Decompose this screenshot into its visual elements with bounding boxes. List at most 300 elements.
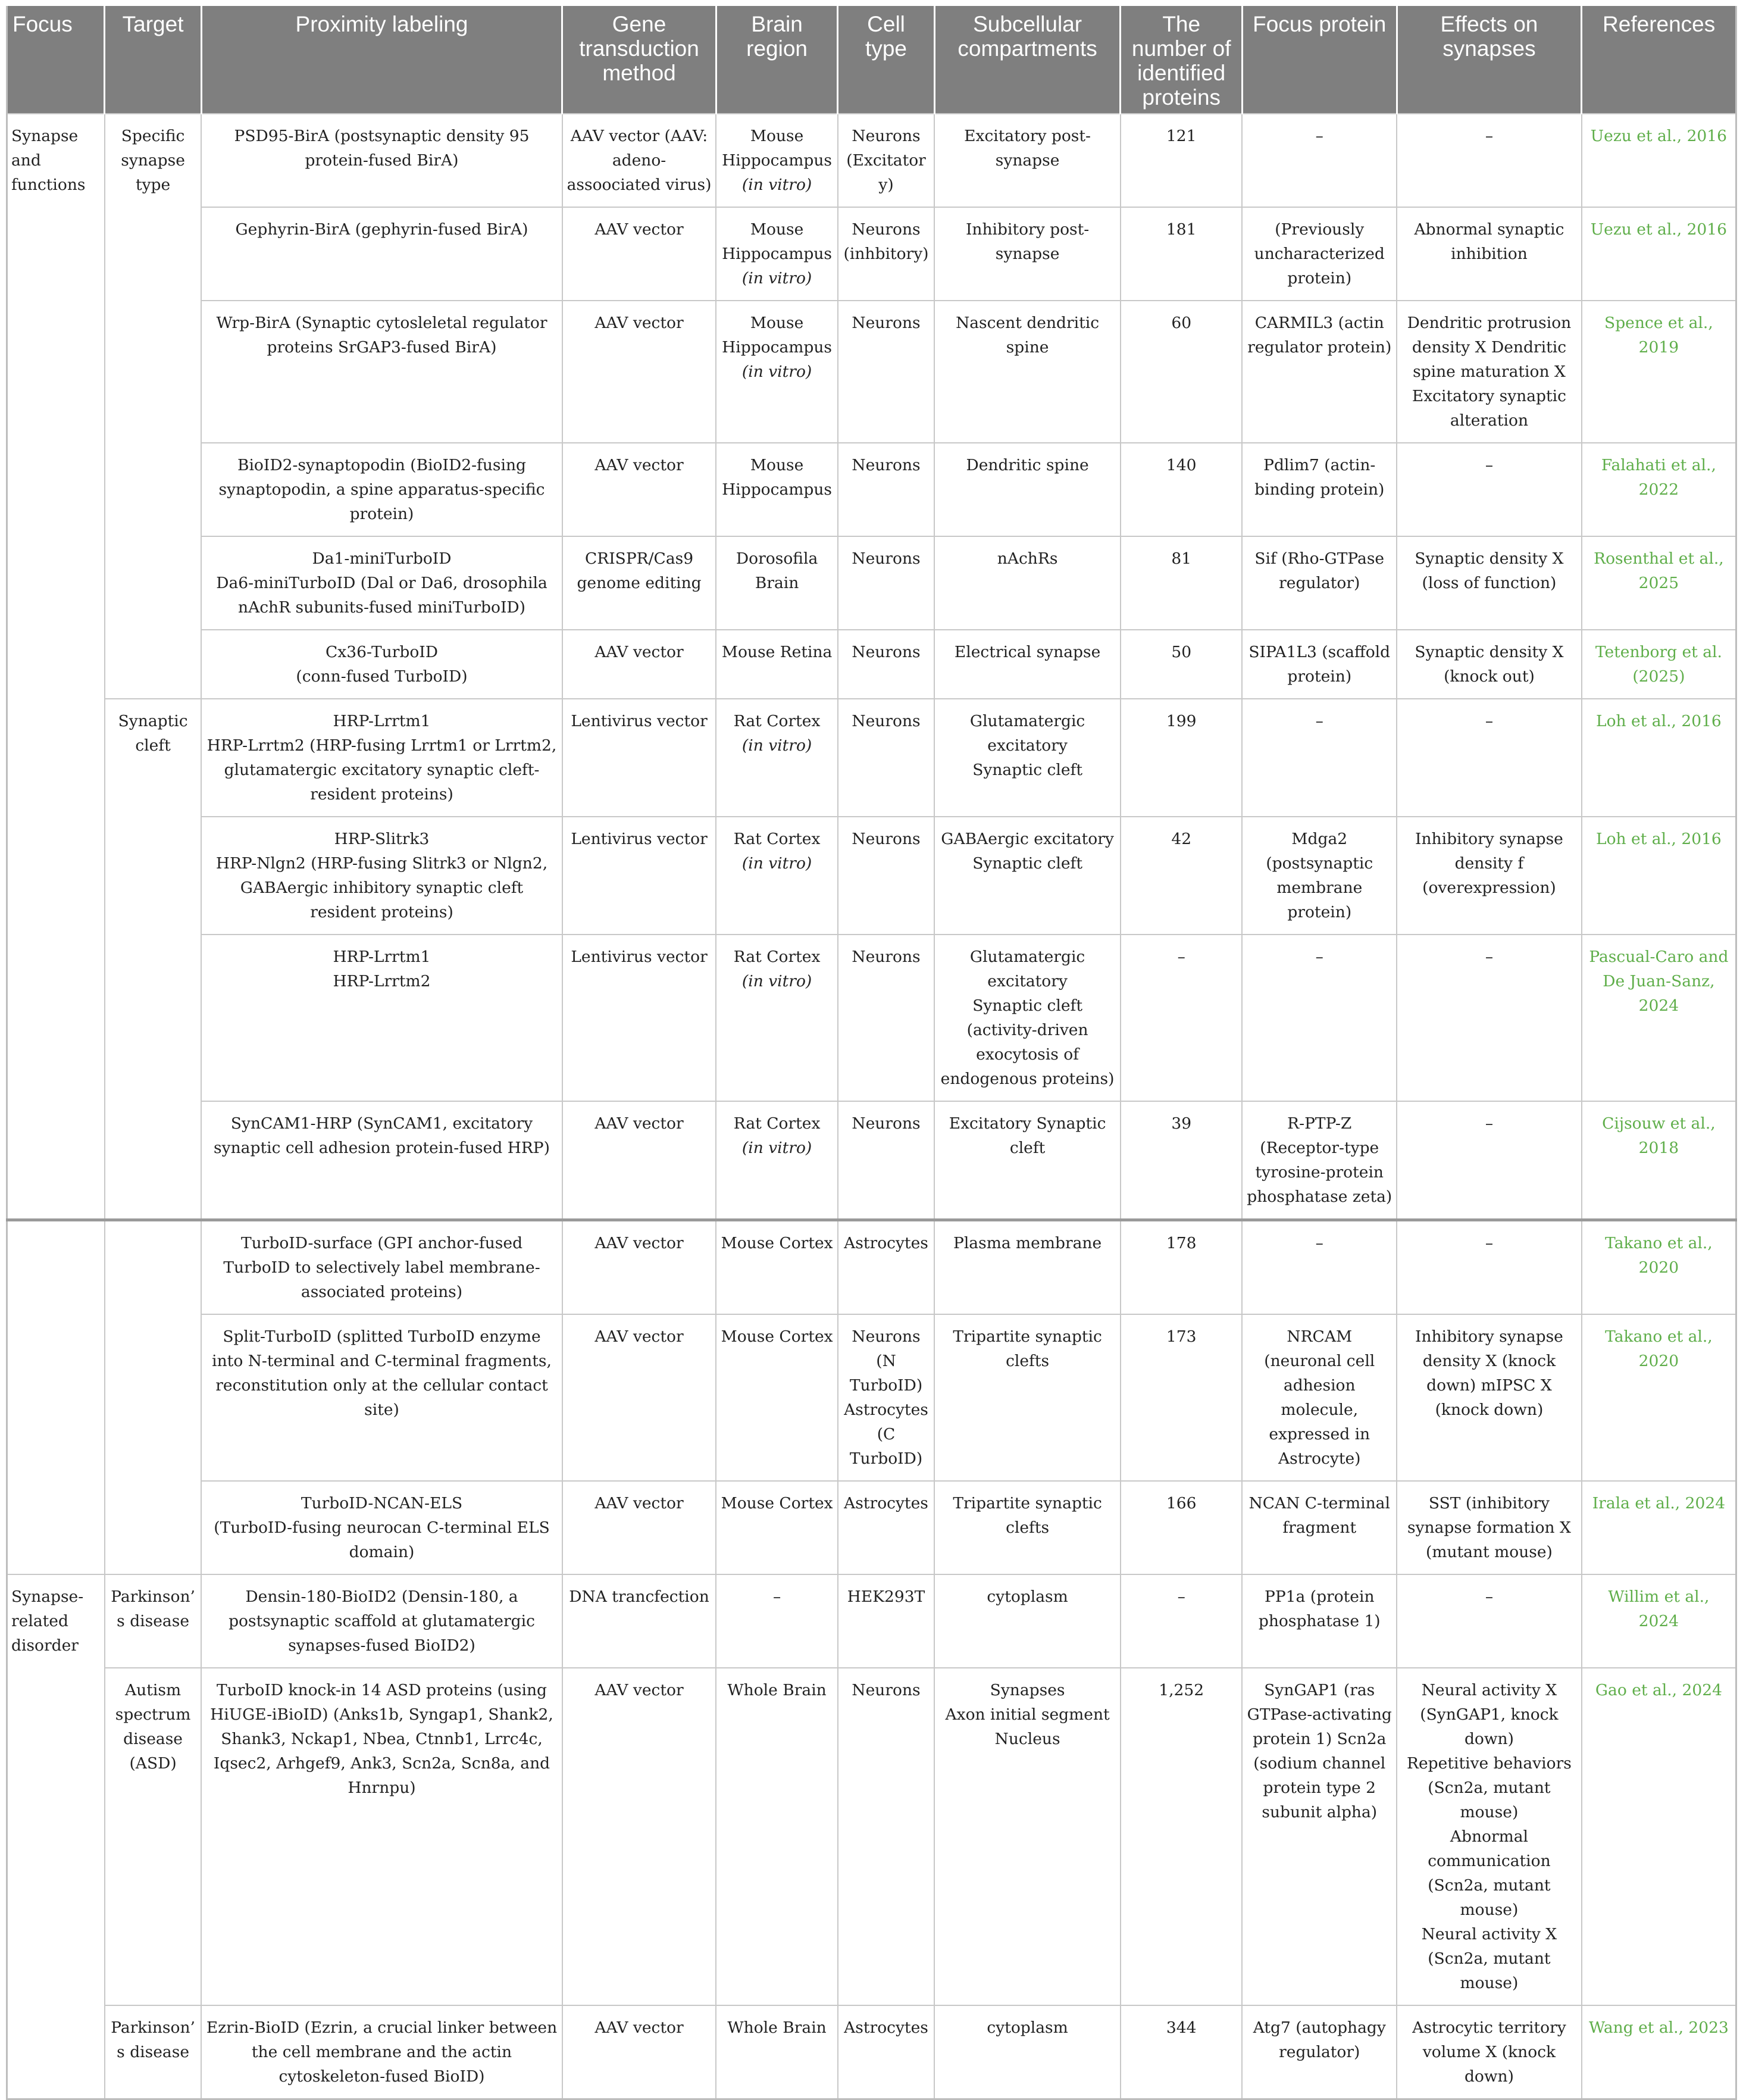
- focus-protein-text: Atg7 (autophagy regulator): [1253, 2018, 1386, 2061]
- region-text: Dorosofila Brain: [736, 549, 818, 592]
- protein-count-cell: [1121, 1220, 1242, 1315]
- compartment-cell: [934, 1101, 1121, 1220]
- region-text: Rat Cortex: [733, 712, 821, 730]
- compartment-cell: [934, 2005, 1121, 2099]
- proximity-labeling-cell: [201, 1481, 562, 1574]
- effect-line: Astrocytic territory volume X (knock down): [1412, 2018, 1566, 2086]
- focus-protein-cell: [1242, 1574, 1397, 1668]
- brain-region-cell: [716, 630, 837, 699]
- compartment-line: Nucleus: [994, 1730, 1060, 1748]
- cell-type-cell: [838, 207, 934, 301]
- compartment-cell: [934, 114, 1121, 207]
- compartment-cell: [934, 699, 1121, 817]
- protein-count: 1,252: [1159, 1681, 1204, 1699]
- protein-count: 199: [1166, 712, 1197, 730]
- table-row: [7, 630, 1736, 699]
- compartment-line: Nascent dendritic spine: [956, 314, 1100, 357]
- reference-cell: [1582, 536, 1736, 630]
- method-text: AAV vector: [594, 1114, 684, 1133]
- protein-count-cell: [1121, 443, 1242, 536]
- cell-type-text: Neurons: [852, 712, 921, 730]
- compartment-cell: [934, 1574, 1121, 1668]
- focus-cell: [7, 1574, 105, 2099]
- labeling-line: (TurboID-fusing neurocan C-terminal ELS domain): [214, 1518, 550, 1561]
- proximity-labeling-cell: [201, 301, 562, 443]
- target-label: Parkinson’s disease: [111, 1588, 195, 1630]
- cell-type-cell: [838, 699, 934, 817]
- table-row: [7, 1668, 1736, 2005]
- protein-count-cell: [1121, 2005, 1242, 2099]
- labeling-line: SynCAM1-HRP (SynCAM1, excitatory synaptic cell adhesion protein-fused HRP): [214, 1114, 550, 1157]
- focus-protein-text: (Previously uncharacterized protein): [1254, 220, 1385, 288]
- reference-link[interactable]: Gao et al., 2024: [1595, 1681, 1722, 1699]
- reference-link[interactable]: Loh et al., 2016: [1596, 830, 1722, 848]
- cell-type-cell: [838, 935, 934, 1101]
- protein-count: –: [1177, 948, 1185, 966]
- reference-cell: [1582, 301, 1736, 443]
- cell-type-text: Neurons: [852, 314, 921, 332]
- effects-cell: [1397, 1481, 1582, 1574]
- effects-cell: [1397, 935, 1582, 1101]
- cell-type-text: Neurons: [852, 643, 921, 661]
- effects-cell: [1397, 536, 1582, 630]
- region-text: Mouse Cortex: [721, 1494, 833, 1512]
- cell-type-cell: [838, 114, 934, 207]
- reference-link[interactable]: Pascual-Caro and De Juan-Sanz, 2024: [1589, 948, 1729, 1015]
- reference-link[interactable]: Takano et al., 2020: [1605, 1327, 1713, 1370]
- header-references: References: [1582, 6, 1736, 114]
- focus-protein-text: R-PTP-Z (Receptor-type tyrosine-protein phosphatase zeta): [1247, 1114, 1392, 1206]
- compartment-line: Synapses: [990, 1681, 1065, 1699]
- cell-type-cell: [838, 443, 934, 536]
- effects-cell: [1397, 1574, 1582, 1668]
- reference-cell: [1582, 699, 1736, 817]
- compartment-line: Synaptic cleft (activity-driven exocytosis of endogenous proteins): [940, 996, 1115, 1088]
- labeling-line: HRP-Lrrtm1: [333, 712, 431, 730]
- header-subcellular-compartments: Subcellular compartments: [934, 6, 1121, 114]
- table-row: [7, 443, 1736, 536]
- effect-line: SST (inhibitory synapse formation X (mutant mouse): [1407, 1494, 1571, 1561]
- labeling-line: Da1-miniTurboID: [312, 549, 452, 568]
- reference-link[interactable]: Falahati et al., 2022: [1601, 456, 1716, 499]
- region-text: Mouse Hippocampus: [722, 127, 833, 170]
- method-text: AAV vector: [594, 1327, 684, 1346]
- labeling-line: Wrp-BirA (Synaptic cytosleletal regulator proteins SrGAP3-fused BirA): [216, 314, 547, 357]
- method-text: DNA trancfection: [569, 1588, 709, 1606]
- target-label: Autism spectrum disease (ASD): [115, 1681, 191, 1773]
- region-note: (in vitro): [741, 176, 812, 194]
- reference-cell: [1582, 207, 1736, 301]
- effects-cell: [1397, 699, 1582, 817]
- focus-protein-text: NRCAM (neuronal cell adhesion molecule, expressed in Astrocyte): [1264, 1327, 1375, 1468]
- protein-count: 173: [1166, 1327, 1197, 1346]
- reference-link[interactable]: Willim et al., 2024: [1608, 1588, 1710, 1630]
- brain-region-cell: [716, 1668, 837, 2005]
- reference-cell: [1582, 1220, 1736, 1315]
- compartment-line: GABAergic excitatory: [941, 830, 1114, 848]
- method-text: Lentivirus vector: [571, 948, 708, 966]
- region-text: Rat Cortex: [733, 948, 821, 966]
- protein-count: 166: [1166, 1494, 1197, 1512]
- region-note: (in vitro): [741, 736, 812, 755]
- effect-line: –: [1485, 1114, 1494, 1133]
- proximity-labeling-table: [6, 6, 1737, 2100]
- reference-link[interactable]: Tetenborg et al. (2025): [1595, 643, 1722, 686]
- reference-cell: [1582, 1481, 1736, 1574]
- effects-cell: [1397, 1220, 1582, 1315]
- compartment-line: Synaptic cleft: [972, 854, 1082, 873]
- method-text: AAV vector: [594, 2018, 684, 2037]
- reference-link[interactable]: Cijsouw et al., 2018: [1602, 1114, 1716, 1157]
- effect-line: –: [1485, 127, 1494, 145]
- table-row: [7, 1101, 1736, 1220]
- labeling-line: HRP-Lrrtm2 (HRP-fusing Lrrtm1 or Lrrtm2, glutamatergic excitatory synaptic cleft-resident proteins): [206, 736, 557, 804]
- region-note: (in vitro): [741, 1139, 812, 1157]
- compartment-cell: [934, 630, 1121, 699]
- brain-region-cell: [716, 935, 837, 1101]
- cell-type-cell: [838, 536, 934, 630]
- region-text: Whole Brain: [727, 1681, 827, 1699]
- transduction-method-cell: [562, 1668, 716, 2005]
- brain-region-cell: [716, 1481, 837, 1574]
- proximity-labeling-cell: [201, 536, 562, 630]
- method-text: AAV vector: [594, 456, 684, 474]
- effect-line: Inhibitory synapse density f (overexpression): [1415, 830, 1563, 897]
- effects-cell: [1397, 207, 1582, 301]
- focus-protein-cell: [1242, 2005, 1397, 2099]
- cell-type-text: Astrocytes: [844, 1494, 928, 1512]
- compartment-line: Tripartite synaptic clefts: [953, 1327, 1102, 1370]
- region-note: (in vitro): [741, 362, 812, 381]
- proximity-labeling-cell: [201, 114, 562, 207]
- compartment-cell: [934, 443, 1121, 536]
- brain-region-cell: [716, 1220, 837, 1315]
- compartment-cell: [934, 817, 1121, 935]
- compartment-cell: [934, 207, 1121, 301]
- header-number-of-proteins: The number of identified proteins: [1121, 6, 1242, 114]
- region-text: Mouse Cortex: [721, 1234, 833, 1252]
- compartment-line: Axon initial segment: [945, 1705, 1110, 1724]
- method-text: AAV vector: [594, 1494, 684, 1512]
- compartment-cell: [934, 536, 1121, 630]
- method-text: AAV vector: [594, 1234, 684, 1252]
- region-text: Rat Cortex: [733, 830, 821, 848]
- focus-protein-text: –: [1315, 1234, 1323, 1252]
- labeling-line: HRP-Slitrk3: [334, 830, 430, 848]
- effect-line: Neural activity X (Scn2a, mutant mouse): [1421, 1925, 1557, 1992]
- compartment-line: Glutamatergic excitatory: [969, 712, 1085, 755]
- table-row: [7, 536, 1736, 630]
- effects-cell: [1397, 114, 1582, 207]
- region-text: Mouse Hippocampus: [722, 314, 833, 357]
- compartment-cell: [934, 301, 1121, 443]
- compartment-cell: [934, 1220, 1121, 1315]
- focus-cell: [7, 1220, 105, 1575]
- transduction-method-cell: [562, 699, 716, 817]
- effect-line: Dendritic protrusion density X Dendritic spine maturation X Excitatory synaptic alteration: [1407, 314, 1572, 430]
- table-row: [7, 817, 1736, 935]
- table-row: [7, 1574, 1736, 1668]
- cell-type-text: Astrocytes: [844, 1234, 928, 1252]
- cell-type-cell: [838, 1314, 934, 1481]
- region-note: (in vitro): [741, 269, 812, 288]
- protein-count-cell: [1121, 1481, 1242, 1574]
- labeling-line: HRP-Lrrtm2: [333, 972, 431, 990]
- focus-protein-cell: [1242, 114, 1397, 207]
- protein-count: 181: [1166, 220, 1197, 239]
- focus-protein-text: Sif (Rho-GTPase regulator): [1254, 549, 1385, 592]
- cell-type-text: Neurons (Excitatory): [846, 127, 926, 194]
- target-cell: [105, 1668, 201, 2005]
- transduction-method-cell: [562, 443, 716, 536]
- focus-protein-cell: [1242, 301, 1397, 443]
- table-container: [6, 6, 1737, 2100]
- compartment-line: Electrical synapse: [954, 643, 1101, 661]
- protein-count-cell: [1121, 630, 1242, 699]
- reference-link[interactable]: Rosenthal et al., 2025: [1594, 549, 1724, 592]
- region-text: Mouse Cortex: [721, 1327, 833, 1346]
- table-row: [7, 699, 1736, 817]
- method-text: AAV vector: [594, 314, 684, 332]
- reference-link[interactable]: Wang et al., 2023: [1588, 2018, 1729, 2037]
- compartment-cell: [934, 935, 1121, 1101]
- transduction-method-cell: [562, 817, 716, 935]
- protein-count: 60: [1171, 314, 1192, 332]
- transduction-method-cell: [562, 1481, 716, 1574]
- protein-count-cell: [1121, 817, 1242, 935]
- method-text: AAV vector: [594, 1681, 684, 1699]
- cell-type-text: Neurons: [852, 549, 921, 568]
- reference-cell: [1582, 1668, 1736, 2005]
- protein-count-cell: [1121, 114, 1242, 207]
- protein-count-cell: [1121, 301, 1242, 443]
- protein-count: 81: [1171, 549, 1192, 568]
- region-note: (in vitro): [741, 972, 812, 990]
- effect-line: Repetitive behaviors (Scn2a, mutant mouse): [1407, 1754, 1572, 1821]
- reference-link[interactable]: Spence et al., 2019: [1604, 314, 1713, 357]
- header-focus-protein: Focus protein: [1242, 6, 1397, 114]
- labeling-line: Cx36-TurboID: [326, 643, 438, 661]
- compartment-line: Glutamatergic excitatory: [969, 948, 1085, 990]
- compartment-line: cytoplasm: [987, 1588, 1068, 1606]
- effect-line: Abnormal synaptic inhibition: [1414, 220, 1564, 263]
- cell-type-text: Neurons: [852, 948, 921, 966]
- compartment-line: cytoplasm: [987, 2018, 1068, 2037]
- header-cell-type: Cell type: [838, 6, 934, 114]
- cell-type-text: Neurons: [852, 1681, 921, 1699]
- compartment-line: Tripartite synaptic clefts: [953, 1494, 1102, 1537]
- region-text: Mouse Retina: [721, 643, 833, 661]
- effects-cell: [1397, 301, 1582, 443]
- labeling-line: Da6-miniTurboID (Dal or Da6, drosophila nAchR subunits-fused miniTurboID): [216, 574, 547, 617]
- cell-type-text: Neurons: [852, 456, 921, 474]
- reference-cell: [1582, 443, 1736, 536]
- protein-count: 39: [1171, 1114, 1192, 1133]
- focus-protein-text: –: [1315, 948, 1323, 966]
- transduction-method-cell: [562, 207, 716, 301]
- focus-protein-cell: [1242, 1314, 1397, 1481]
- table-row: [7, 114, 1736, 207]
- reference-cell: [1582, 630, 1736, 699]
- focus-label: Synapse and functions: [11, 127, 86, 194]
- labeling-line: Split-TurboID (splitted TurboID enzyme into N-terminal and C-terminal fragments, reconstitution only at the cellular contact site): [212, 1327, 552, 1419]
- table-row: [7, 1314, 1736, 1481]
- compartment-cell: [934, 1481, 1121, 1574]
- focus-protein-cell: [1242, 630, 1397, 699]
- reference-link[interactable]: Irala et al., 2024: [1592, 1494, 1726, 1512]
- reference-cell: [1582, 114, 1736, 207]
- compartment-line: Excitatory post-synapse: [964, 127, 1091, 170]
- brain-region-cell: [716, 443, 837, 536]
- focus-protein-cell: [1242, 536, 1397, 630]
- effects-cell: [1397, 630, 1582, 699]
- reference-link[interactable]: Loh et al., 2016: [1596, 712, 1722, 730]
- labeling-line: BioID2-synaptopodin (BioID2-fusing synaptopodin, a spine apparatus-specific protein): [218, 456, 545, 523]
- method-text: Lentivirus vector: [571, 830, 708, 848]
- table-header: [7, 6, 1736, 114]
- brain-region-cell: [716, 301, 837, 443]
- brain-region-cell: [716, 114, 837, 207]
- protein-count: 140: [1166, 456, 1197, 474]
- labeling-line: HRP-Lrrtm1: [333, 948, 431, 966]
- proximity-labeling-cell: [201, 1314, 562, 1481]
- method-text: Lentivirus vector: [571, 712, 708, 730]
- proximity-labeling-cell: [201, 630, 562, 699]
- effect-line: Synaptic density X (knock out): [1415, 643, 1564, 686]
- table-row: [7, 1481, 1736, 1574]
- labeling-line: HRP-Nlgn2 (HRP-fusing Slitrk3 or Nlgn2, GABAergic inhibitory synaptic cleft resident proteins): [215, 854, 548, 921]
- reference-cell: [1582, 2005, 1736, 2099]
- focus-protein-cell: [1242, 1101, 1397, 1220]
- effect-line: –: [1485, 712, 1494, 730]
- method-text: CRISPR/Cas9 genome editing: [577, 549, 702, 592]
- effect-line: –: [1485, 1234, 1494, 1252]
- proximity-labeling-cell: [201, 1101, 562, 1220]
- focus-protein-cell: [1242, 935, 1397, 1101]
- table-row: [7, 1220, 1736, 1315]
- protein-count-cell: [1121, 536, 1242, 630]
- protein-count: 121: [1166, 127, 1197, 145]
- cell-type-text: Neurons (inhbitory): [843, 220, 929, 263]
- labeling-line: TurboID knock-in 14 ASD proteins (using HiUGE-iBioID) (Anks1b, Syngap1, Shank2, Shank3, Nckap1, Nbea, Ctnnb1, Lrrc4c, Iqsec2, Arhgef9, Ank3, Scn2a, Scn8a, and Hnrnpu): [210, 1681, 553, 1797]
- table-row: [7, 207, 1736, 301]
- proximity-labeling-cell: [201, 2005, 562, 2099]
- effects-cell: [1397, 443, 1582, 536]
- labeling-line: Ezrin-BioID (Ezrin, a crucial linker between the cell membrane and the actin cytoskeleton-fused BioID): [206, 2018, 558, 2086]
- proximity-labeling-cell: [201, 1220, 562, 1315]
- header-effects-on-synapses: Effects on synapses: [1397, 6, 1582, 114]
- reference-link[interactable]: Uezu et al., 2016: [1590, 220, 1728, 239]
- target-cell: [105, 114, 201, 699]
- focus-protein-cell: [1242, 699, 1397, 817]
- transduction-method-cell: [562, 2005, 716, 2099]
- proximity-labeling-cell: [201, 817, 562, 935]
- protein-count-cell: [1121, 1101, 1242, 1220]
- region-note: (in vitro): [741, 854, 812, 873]
- labeling-line: (conn-fused TurboID): [296, 667, 468, 686]
- focus-protein-text: SIPA1L3 (scaffold protein): [1248, 643, 1391, 686]
- focus-protein-text: Mdga2 (postsynaptic membrane protein): [1266, 830, 1373, 921]
- transduction-method-cell: [562, 301, 716, 443]
- cell-type-text: Neurons (N TurboID) Astrocytes (C TurboID): [844, 1327, 928, 1468]
- protein-count: –: [1177, 1588, 1185, 1606]
- protein-count: 42: [1171, 830, 1192, 848]
- labeling-line: TurboID-surface (GPI anchor-fused TurboID to selectively label membrane-associated proteins): [223, 1234, 540, 1301]
- brain-region-cell: [716, 2005, 837, 2099]
- focus-protein-text: PP1a (protein phosphatase 1): [1258, 1588, 1381, 1630]
- header-gene-transduction-method: Gene transduction method: [562, 6, 716, 114]
- focus-protein-cell: [1242, 207, 1397, 301]
- focus-protein-text: NCAN C-terminal fragment: [1248, 1494, 1390, 1537]
- protein-count: 50: [1171, 643, 1192, 661]
- cell-type-cell: [838, 301, 934, 443]
- compartment-line: Excitatory Synaptic cleft: [949, 1114, 1106, 1157]
- reference-cell: [1582, 817, 1736, 935]
- compartment-line: Dendritic spine: [966, 456, 1089, 474]
- table-row: [7, 2005, 1736, 2099]
- transduction-method-cell: [562, 114, 716, 207]
- transduction-method-cell: [562, 1574, 716, 1668]
- region-text: Whole Brain: [727, 2018, 827, 2037]
- protein-count: 178: [1166, 1234, 1197, 1252]
- reference-link[interactable]: Uezu et al., 2016: [1590, 127, 1728, 145]
- focus-protein-text: Pdlim7 (actin-binding protein): [1254, 456, 1385, 499]
- focus-protein-cell: [1242, 1481, 1397, 1574]
- method-text: AAV vector: [594, 643, 684, 661]
- table-body: [7, 114, 1736, 2099]
- method-text: AAV vector: [594, 220, 684, 239]
- target-label: Specific synapse type: [121, 127, 185, 194]
- proximity-labeling-cell: [201, 699, 562, 817]
- reference-cell: [1582, 1101, 1736, 1220]
- effects-cell: [1397, 1314, 1582, 1481]
- cell-type-cell: [838, 817, 934, 935]
- cell-type-text: HEK293T: [847, 1588, 925, 1606]
- brain-region-cell: [716, 1101, 837, 1220]
- compartment-cell: [934, 1314, 1121, 1481]
- effect-line: Abnormal communication (Scn2a, mutant mouse): [1428, 1827, 1551, 1919]
- header-proximity-labeling: Proximity labeling: [201, 6, 562, 114]
- transduction-method-cell: [562, 935, 716, 1101]
- reference-cell: [1582, 1574, 1736, 1668]
- effects-cell: [1397, 1101, 1582, 1220]
- reference-link[interactable]: Takano et al., 2020: [1605, 1234, 1713, 1277]
- cell-type-cell: [838, 1574, 934, 1668]
- focus-protein-text: SynGAP1 (ras GTPase-activating protein 1) Scn2a (sodium channel protein type 2 subunit alpha): [1247, 1681, 1392, 1821]
- brain-region-cell: [716, 699, 837, 817]
- focus-protein-text: –: [1315, 712, 1323, 730]
- brain-region-cell: [716, 817, 837, 935]
- focus-protein-cell: [1242, 817, 1397, 935]
- target-cell: [105, 2005, 201, 2099]
- target-cell: [105, 1574, 201, 1668]
- focus-protein-cell: [1242, 1668, 1397, 2005]
- protein-count-cell: [1121, 699, 1242, 817]
- transduction-method-cell: [562, 1314, 716, 1481]
- reference-cell: [1582, 935, 1736, 1101]
- labeling-line: Densin-180-BioID2 (Densin-180, a postsynaptic scaffold at glutamatergic synapses-fused BioID2): [229, 1588, 535, 1655]
- cell-type-cell: [838, 1668, 934, 2005]
- protein-count-cell: [1121, 935, 1242, 1101]
- cell-type-cell: [838, 1481, 934, 1574]
- proximity-labeling-cell: [201, 207, 562, 301]
- labeling-line: TurboID-NCAN-ELS: [301, 1494, 463, 1512]
- table-row: [7, 301, 1736, 443]
- effect-line: –: [1485, 456, 1494, 474]
- focus-protein-cell: [1242, 443, 1397, 536]
- header-target: Target: [105, 6, 201, 114]
- region-text: –: [772, 1588, 781, 1606]
